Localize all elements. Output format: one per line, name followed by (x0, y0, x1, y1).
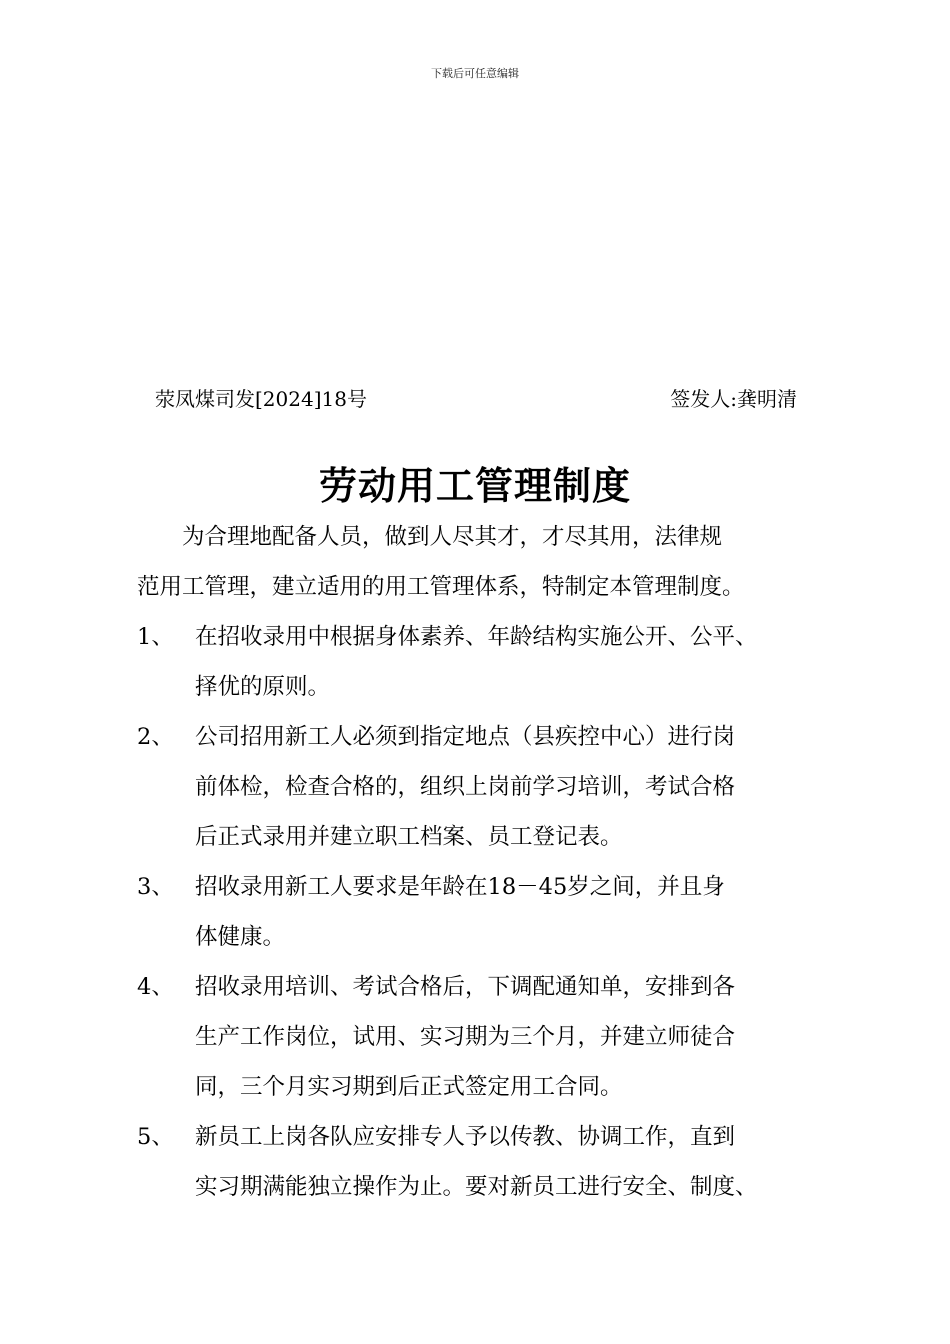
document-body (137, 512, 837, 1212)
issuer-signature: 签发人:龚明清 (670, 387, 797, 411)
list-item-line: 招收录用新工人要求是年龄在18－45岁之间，并且身 (195, 874, 725, 900)
list-item-number: 3、 (137, 874, 174, 900)
list-item-line: 同，三个月实习期到后正式签定用工合同。 (195, 1074, 623, 1100)
document-meta (155, 384, 805, 414)
list-item-number: 5、 (137, 1124, 174, 1150)
list-item-number: 2、 (137, 724, 174, 750)
list-item (137, 962, 837, 1112)
list-item-line: 在招收录用中根据身体素养、年龄结构实施公开、公平、 (195, 624, 758, 650)
list-item-line: 择优的原则。 (195, 674, 331, 700)
list-item (137, 862, 837, 962)
document-number: 荥凤煤司发[2024]18号 (155, 387, 367, 411)
list-item-number: 1、 (137, 624, 174, 650)
list-item-number: 4、 (137, 974, 174, 1000)
list-item-line: 招收录用培训、考试合格后，下调配通知单，安排到各 (195, 974, 736, 1000)
list-item (137, 612, 837, 712)
header-note: 下载后可任意编辑 (431, 67, 519, 80)
list-item (137, 712, 837, 862)
list-item-line: 体健康。 (195, 924, 286, 950)
list-item-line: 后正式录用并建立职工档案、员工登记表。 (195, 824, 623, 850)
list-item-line: 公司招用新工人必须到指定地点（县疾控中心）进行岗 (195, 724, 736, 750)
list-item-line: 前体检，检查合格的，组织上岗前学习培训，考试合格 (195, 774, 736, 800)
document-title: 劳动用工管理制度 (318, 463, 631, 508)
list-item-line: 实习期满能独立操作为止。要对新员工进行安全、制度、 (195, 1174, 758, 1200)
list-item-line: 新员工上岗各队应安排专人予以传教、协调工作，直到 (195, 1124, 736, 1150)
list-item (137, 1112, 837, 1212)
intro-paragraph-line: 为合理地配备人员，做到人尽其才，才尽其用，法律规 (182, 524, 723, 550)
intro-paragraph-line: 范用工管理，建立适用的用工管理体系，特制定本管理制度。 (137, 574, 745, 600)
list-item-line: 生产工作岗位，试用、实习期为三个月，并建立师徒合 (195, 1024, 736, 1050)
